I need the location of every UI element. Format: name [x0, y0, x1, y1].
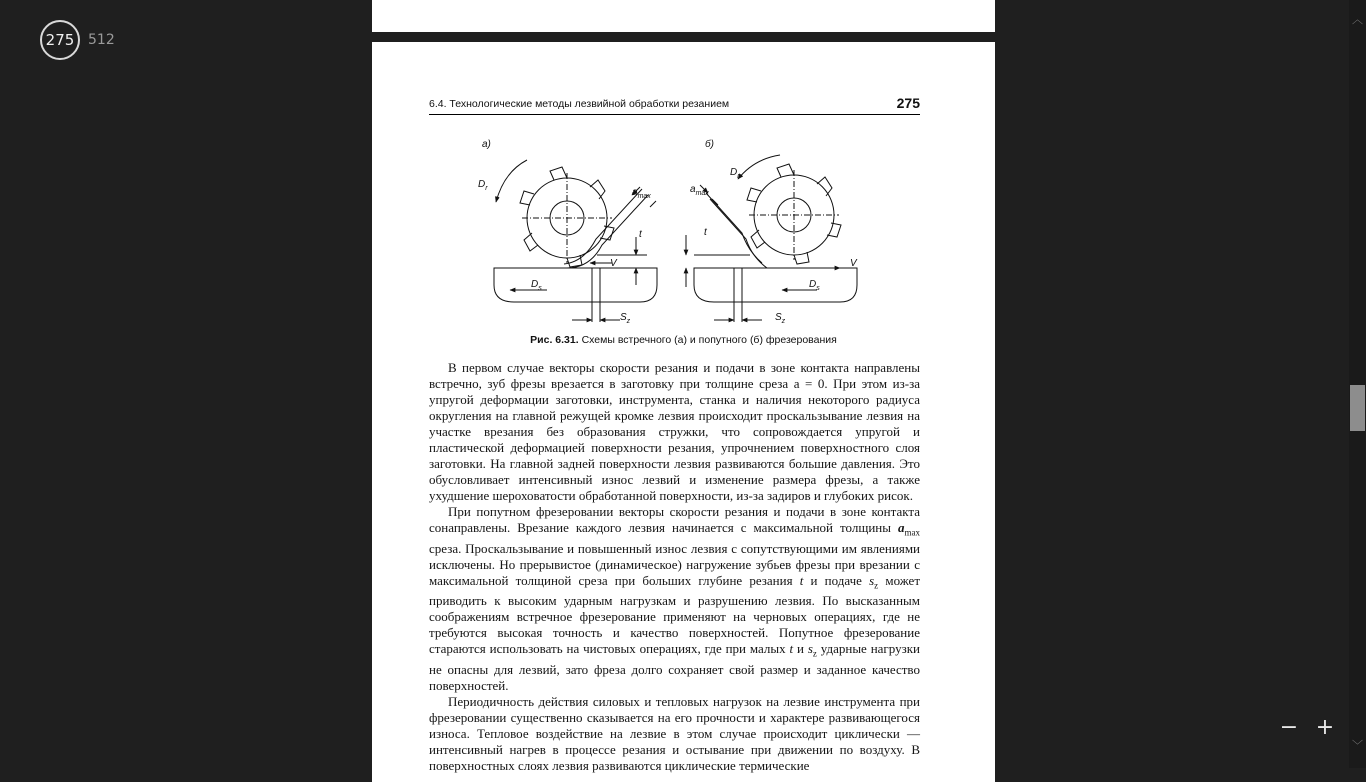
label-b: б) — [705, 139, 714, 150]
a-t: t — [639, 229, 642, 240]
scroll-down-arrow[interactable]: ﹀ — [1352, 740, 1363, 752]
running-head — [429, 95, 920, 115]
caption-text: Схемы встречного (а) и попутного (б) фрезерования — [578, 334, 837, 346]
running-head-page-number: 275 — [896, 95, 920, 111]
paragraph-1: В первом случае векторы скорости резания и подачи в зоне контакта направлены встречно, зуб фрезы врезается в заготовку при толщине среза a = 0. При этом из-за упругой деформации заготовки, инструмента, станка и наличия некоторого радиуса округления на главной режущей кромке лезвия происходит проскальзывание лезвия на участке врезания без образования стружки, что сопровождается упругой и пластической деформацией поверхности резания, упрочнением поверхностного слоя заготовки. На главной задней поверхности лезвия развиваются большие давления. Это обусловливает интенсивный износ лезвий и изменение размера фрезы, а также ухудшение шероховатости обработанной поверхности, из-за задиров и глубоких рисок. — [429, 360, 920, 503]
b-t: t — [704, 227, 707, 238]
a-amax: $a_{max}$ — [632, 187, 651, 200]
a-sz: $S_z$ — [620, 312, 631, 325]
b-sz: $S_z$ — [775, 312, 786, 325]
scrollbar-thumb[interactable] — [1350, 385, 1365, 431]
a-v: V — [610, 258, 617, 269]
body-text — [429, 360, 920, 774]
milling-schemes-figure — [472, 127, 892, 332]
current-page-number[interactable]: 275 — [40, 20, 80, 60]
zoom-out-button[interactable]: − — [1279, 715, 1299, 740]
vertical-scrollbar[interactable] — [1349, 0, 1366, 768]
scheme-b — [686, 155, 857, 322]
total-pages: 512 — [88, 32, 115, 48]
b-ds: $D_s$ — [809, 279, 820, 292]
scroll-up-arrow[interactable]: ︿ — [1352, 14, 1363, 26]
scheme-a — [494, 160, 657, 322]
a-dr: $D_r$ — [478, 179, 488, 192]
b-amax: $a_{max}$ — [690, 184, 709, 197]
caption-label: Рис. 6.31. — [530, 334, 579, 346]
paragraph-2: При попутном фрезеровании векторы скорости резания и подачи в зоне контакта сонаправлены. Врезание каждого лезвия начинается с максимальной толщины $a_{max}$ среза. Проскальзывание и повышенный износ лезвия с сопутствующими им явлениями исключены. Но прерывистое (динамическое) нагружение зубьев фрезы при врезании с максимальной толщиной среза при больших глубине резания t и подаче $s_z$ может приводить к высоким ударным нагрузкам и разрушению лезвия. По высказанным соображениям встречное фрезерование применяют на черновых операциях, где не требуются высокая точность и качество поверхностей. Попутное фрезерование стараются использовать на чистовых операциях, где при малых t и $s_z$ ударные нагрузки не опасны для лезвий, зато фреза долго сохраняет свой размер и заданное качество поверхностей. — [429, 504, 921, 693]
a-ds: $D_s$ — [531, 279, 542, 292]
figure-caption — [372, 334, 995, 346]
b-dr: $D_r$ — [730, 167, 740, 180]
label-a: а) — [482, 139, 491, 150]
b-v: V — [850, 258, 857, 269]
running-head-title: 6.4. Технологические методы лезвийной обработки резанием — [429, 98, 730, 110]
document-page — [372, 42, 995, 782]
zoom-in-button[interactable]: + — [1315, 715, 1335, 740]
previous-page-bottom — [372, 0, 995, 32]
page-indicator — [40, 20, 115, 60]
paragraph-3: Периодичность действия силовых и тепловых нагрузок на лезвие инструмента при фрезеровании существенно сказывается на его прочности и характере развивающегося износа. Тепловое воздействие на лезвие в этом случае происходит циклически — интенсивный нагрев в процессе резания и остывание при движении по воздуху. В поверхностных слоях лезвия развиваются циклические термические — [429, 693, 920, 773]
